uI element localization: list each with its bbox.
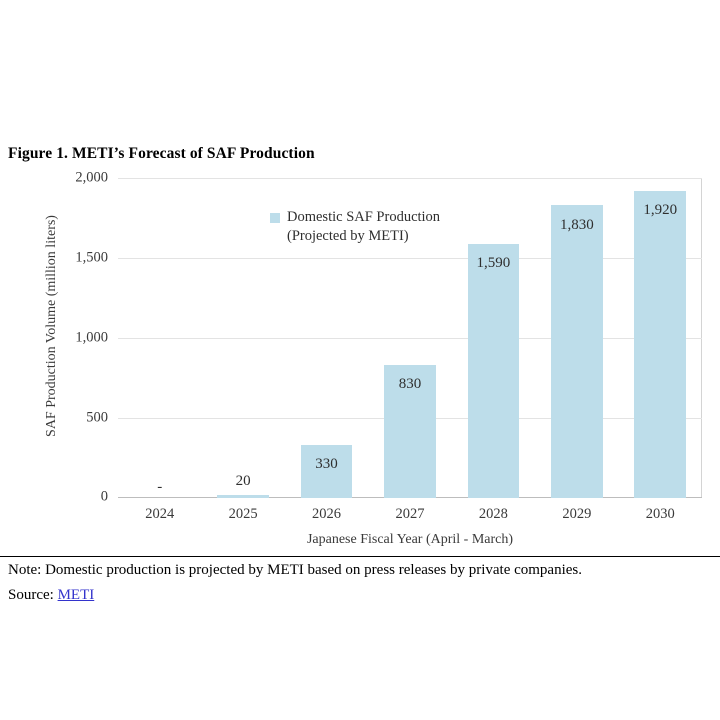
y-tick-label-1000: 1,000	[75, 329, 108, 346]
x-tick-label-2030: 2030	[645, 506, 675, 522]
x-tick-label-2025: 2025	[228, 506, 258, 522]
x-tick-label-2029: 2029	[562, 506, 592, 522]
y-axis-title: SAF Production Volume (million liters)	[44, 215, 59, 437]
legend-label	[287, 208, 440, 246]
bar-2028[interactable]	[468, 244, 520, 498]
bar-slot-2028	[452, 178, 535, 498]
y-tick-label-2000: 2,000	[75, 169, 108, 186]
bar-label-2027: 830	[398, 376, 422, 392]
y-tick-label-500: 500	[86, 409, 108, 426]
bar-label-2024: -	[157, 479, 163, 495]
source-link[interactable]: METI	[57, 587, 95, 603]
bar-label-2025: 20	[235, 473, 251, 489]
bar-2029[interactable]	[551, 205, 603, 498]
y-tick-label-1500: 1,500	[75, 249, 108, 266]
chart-container	[8, 170, 712, 560]
bar-2025[interactable]	[217, 495, 269, 498]
x-axis-ticks	[118, 506, 702, 523]
chart-legend	[270, 208, 440, 246]
x-tick-label-2026: 2026	[312, 506, 342, 522]
figure-title: Figure 1. METI’s Forecast of SAF Production	[8, 145, 315, 162]
bar-label-2030: 1,920	[643, 202, 678, 218]
bar-label-2026: 330	[315, 456, 338, 472]
x-axis-title: Japanese Fiscal Year (April - March)	[306, 532, 514, 547]
bar-slot-2030	[619, 178, 702, 498]
bar-slot-2029	[535, 178, 618, 498]
bar-label-2029: 1,830	[559, 217, 594, 233]
plot-area	[75, 169, 702, 505]
figure-source	[8, 587, 94, 604]
source-label: Source:	[8, 587, 54, 603]
bar-2030[interactable]	[634, 191, 686, 498]
figure-note: Note: Domestic production is projected by METI based on press releases by private companies.	[8, 562, 583, 578]
bar-slot-2024	[118, 178, 201, 498]
x-tick-label-2027: 2027	[395, 506, 425, 522]
legend-label-line1: Domestic SAF Production	[287, 209, 441, 225]
y-tick-label-0: 0	[100, 488, 108, 505]
footer-divider	[0, 556, 720, 557]
x-tick-label-2024: 2024	[145, 506, 175, 522]
bar-label-2028: 1,590	[476, 255, 511, 271]
legend-label-line2: (Projected by METI)	[287, 228, 409, 244]
x-tick-label-2028: 2028	[478, 506, 508, 522]
legend-swatch-icon	[270, 213, 280, 223]
